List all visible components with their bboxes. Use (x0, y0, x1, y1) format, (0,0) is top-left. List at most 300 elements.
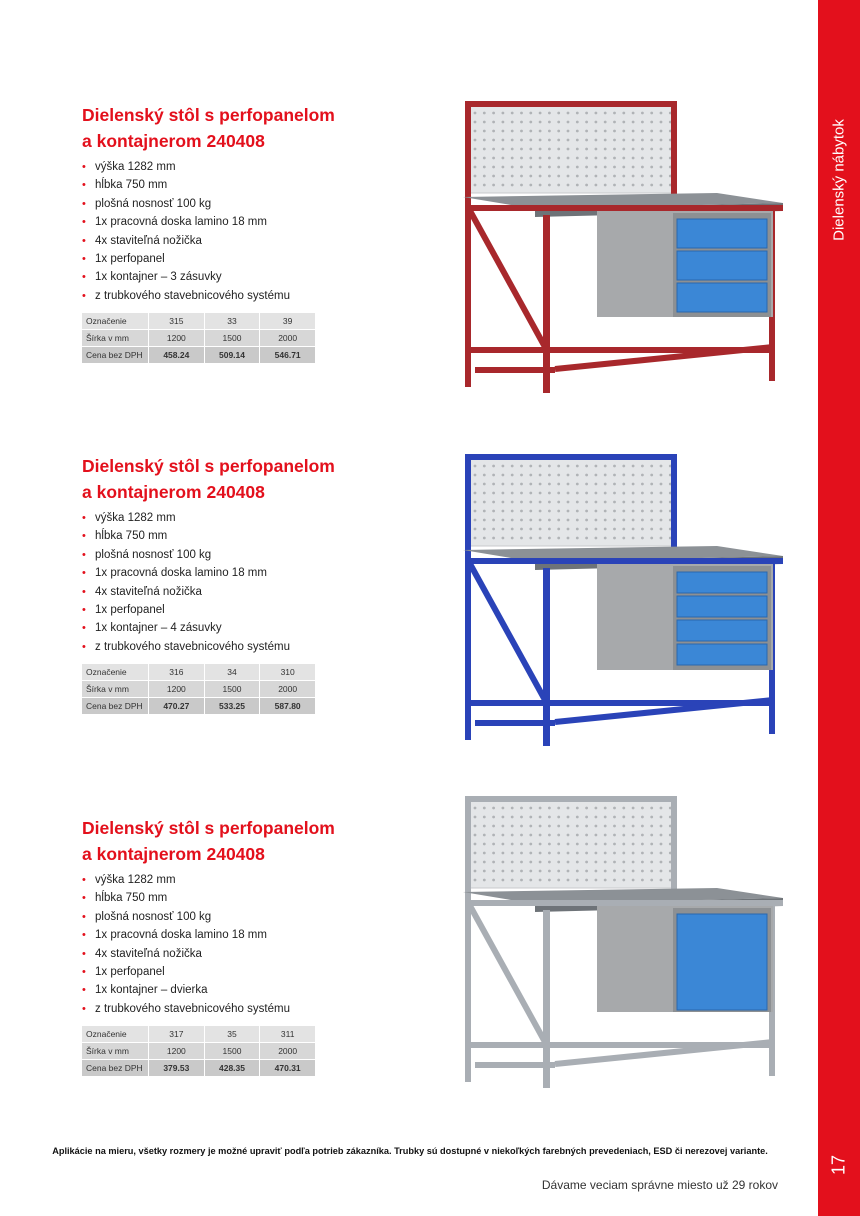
feature-item: • 4x staviteľná nožička (82, 232, 412, 250)
perfopanel-hole (567, 157, 570, 160)
perfopanel-hole (585, 843, 588, 846)
perfopanel-hole (520, 816, 523, 819)
perfopanel-hole (492, 465, 495, 468)
perfopanel-hole (483, 157, 486, 160)
perfopanel-hole (595, 861, 598, 864)
perfopanel-hole (520, 139, 523, 142)
perfopanel-hole (483, 148, 486, 151)
perfopanel-hole (604, 807, 607, 810)
perfopanel-hole (632, 510, 635, 513)
perfopanel-hole (511, 501, 514, 504)
perfopanel-hole (520, 184, 523, 187)
perfopanel-hole (613, 879, 616, 882)
feature-item: • z trubkového stavebnicového systému (82, 1000, 412, 1018)
cross-brace (469, 209, 545, 347)
perfopanel-hole (474, 501, 477, 504)
perfopanel-hole (632, 852, 635, 855)
perfopanel-hole (622, 879, 625, 882)
perfopanel-hole (595, 157, 598, 160)
perfopanel-hole (474, 879, 477, 882)
perfopanel-hole (576, 537, 579, 540)
perfopanel-hole (604, 492, 607, 495)
perfopanel-hole (567, 879, 570, 882)
perfopanel-hole (520, 157, 523, 160)
perfopanel-hole (520, 834, 523, 837)
front-left-leg (543, 568, 550, 746)
perfopanel-hole (483, 130, 486, 133)
table-row: Označenie 315 33 39 (82, 313, 316, 330)
perfopanel-hole (474, 834, 477, 837)
perfopanel-hole (622, 166, 625, 169)
spec-table (82, 664, 316, 715)
perfopanel-hole (529, 537, 532, 540)
perfopanel-hole (483, 175, 486, 178)
perfopanel-hole (474, 852, 477, 855)
perfopanel-hole (567, 121, 570, 124)
perfopanel-hole (520, 807, 523, 810)
table-row: Označenie 316 34 310 (82, 664, 316, 681)
feature-item: • 1x kontajner – dvierka (82, 981, 412, 999)
perfopanel-hole (595, 465, 598, 468)
perfopanel-hole (632, 528, 635, 531)
perfopanel-hole (539, 112, 542, 115)
perfopanel-hole (492, 816, 495, 819)
perfopanel-hole (660, 166, 663, 169)
perfopanel-hole (632, 184, 635, 187)
perfopanel-hole (650, 121, 653, 124)
workbench-image-grey (455, 792, 785, 1092)
perfopanel-hole (529, 474, 532, 477)
perfopanel-hole (567, 501, 570, 504)
perfopanel-hole (502, 465, 505, 468)
perfopanel-hole (604, 501, 607, 504)
perfopanel-hole (641, 492, 644, 495)
perfopanel-hole (502, 852, 505, 855)
perfopanel-hole (529, 492, 532, 495)
perfopanel-hole (474, 483, 477, 486)
perfopanel-hole (604, 175, 607, 178)
perfopanel-hole (511, 852, 514, 855)
perfopanel-hole (576, 121, 579, 124)
perfopanel-hole (557, 816, 560, 819)
perfopanel-hole (595, 870, 598, 873)
perfopanel-hole (511, 843, 514, 846)
perfopanel-hole (622, 157, 625, 160)
feature-item: • z trubkového stavebnicového systému (82, 638, 412, 656)
perfopanel-hole (520, 843, 523, 846)
perfopanel-hole (641, 474, 644, 477)
perfopanel-hole (474, 843, 477, 846)
perfopanel-hole (641, 166, 644, 169)
perfopanel-hole (576, 519, 579, 522)
perfopanel-hole (650, 843, 653, 846)
perfopanel-hole (595, 130, 598, 133)
perfopanel-hole (502, 537, 505, 540)
perfopanel-hole (576, 166, 579, 169)
perfopanel-hole (539, 519, 542, 522)
perfopanel-hole (529, 870, 532, 873)
perfopanel-hole (529, 834, 532, 837)
perfopanel-hole (650, 825, 653, 828)
perfopanel-hole (548, 528, 551, 531)
perfopanel-hole (641, 148, 644, 151)
perfopanel-hole (613, 465, 616, 468)
perfopanel-hole (539, 166, 542, 169)
perfopanel-hole (660, 834, 663, 837)
perfopanel-hole (595, 166, 598, 169)
feature-item: • 1x perfopanel (82, 250, 412, 268)
perfopanel-hole (492, 157, 495, 160)
perfopanel-hole (492, 852, 495, 855)
perfopanel-hole (641, 807, 644, 810)
perfopanel-hole (557, 483, 560, 486)
feature-item: • 1x pracovná doska lamino 18 mm (82, 564, 412, 582)
right-rear-post (671, 454, 677, 550)
perfopanel-hole (483, 816, 486, 819)
perfopanel-hole (548, 492, 551, 495)
perfopanel-hole (585, 121, 588, 124)
perfopanel-hole (604, 184, 607, 187)
perfopanel-hole (548, 537, 551, 540)
feature-item: • 1x pracovná doska lamino 18 mm (82, 926, 412, 944)
perfopanel-hole (502, 492, 505, 495)
perfopanel-hole (604, 816, 607, 819)
perfopanel-hole (502, 825, 505, 828)
perfopanel-hole (529, 879, 532, 882)
perfopanel-hole (660, 492, 663, 495)
perfopanel-hole (641, 537, 644, 540)
feature-item: • výška 1282 mm (82, 509, 412, 527)
perfopanel-hole (641, 130, 644, 133)
perfopanel-hole (483, 166, 486, 169)
perfopanel-hole (650, 537, 653, 540)
perfopanel-hole (595, 816, 598, 819)
perfopanel-hole (474, 148, 477, 151)
perfopanel-hole (502, 175, 505, 178)
perfopanel-hole (539, 870, 542, 873)
perfopanel-hole (539, 492, 542, 495)
perfopanel-hole (474, 870, 477, 873)
perfopanel-hole (511, 879, 514, 882)
perfopanel-hole (539, 139, 542, 142)
perfopanel-hole (539, 807, 542, 810)
perfopanel-hole (604, 528, 607, 531)
perfopanel-hole (595, 528, 598, 531)
perfopanel-hole (622, 112, 625, 115)
perfopanel-hole (650, 175, 653, 178)
perfopanel-hole (529, 519, 532, 522)
perfopanel-hole (520, 852, 523, 855)
perfopanel-hole (604, 121, 607, 124)
perfopanel-hole (567, 175, 570, 178)
perfopanel-hole (641, 834, 644, 837)
container-drawer (677, 219, 767, 248)
perfopanel-hole (604, 465, 607, 468)
footer-note: Aplikácie na mieru, všetky rozmery je možné upraviť podľa potrieb zákazníka. Trubky sú dostupné v niekoľkých farebných prevedeniach, ESD či nerezovej variante. (52, 1146, 768, 1156)
perfopanel-hole (529, 807, 532, 810)
perfopanel-hole (557, 852, 560, 855)
perfopanel-hole (660, 870, 663, 873)
perfopanel-hole (576, 501, 579, 504)
perfopanel-hole (585, 834, 588, 837)
perfopanel-hole (548, 807, 551, 810)
perfopanel-hole (483, 834, 486, 837)
perfopanel-hole (539, 121, 542, 124)
perfopanel-hole (474, 112, 477, 115)
perfopanel-hole (576, 816, 579, 819)
perfopanel-hole (492, 483, 495, 486)
perfopanel-hole (660, 184, 663, 187)
perfopanel-hole (520, 148, 523, 151)
perfopanel-hole (520, 474, 523, 477)
perfopanel-hole (548, 870, 551, 873)
perfopanel-hole (474, 139, 477, 142)
perfopanel-hole (622, 492, 625, 495)
perfopanel-hole (520, 825, 523, 828)
sidebar-title-text: Dielenský nábytok (830, 119, 848, 241)
perfopanel-hole (511, 483, 514, 486)
perfopanel-hole (502, 843, 505, 846)
perfopanel-hole (595, 474, 598, 477)
perfopanel-hole (492, 474, 495, 477)
front-left-leg (543, 910, 550, 1088)
perfopanel-hole (660, 175, 663, 178)
perfopanel-hole (632, 148, 635, 151)
left-rear-leg (465, 796, 471, 1082)
perfopanel-hole (604, 879, 607, 882)
perfopanel-hole (632, 465, 635, 468)
perfopanel-hole (502, 474, 505, 477)
perfopanel-hole (539, 148, 542, 151)
perfopanel-hole (567, 112, 570, 115)
perfopanel-hole (539, 528, 542, 531)
perfopanel-hole (660, 825, 663, 828)
perfopanel-hole (660, 501, 663, 504)
perfopanel-hole (622, 816, 625, 819)
perfopanel-hole (529, 861, 532, 864)
perfopanel-hole (502, 834, 505, 837)
perfopanel-hole (539, 537, 542, 540)
perfopanel-hole (520, 528, 523, 531)
perfopanel-hole (613, 807, 616, 810)
page-number (818, 1150, 860, 1180)
perfopanel-hole (595, 139, 598, 142)
perfopanel-hole (520, 879, 523, 882)
perfopanel-hole (483, 870, 486, 873)
perfopanel-hole (492, 861, 495, 864)
perfopanel-hole (576, 510, 579, 513)
perfopanel-hole (660, 139, 663, 142)
perfopanel-hole (622, 528, 625, 531)
perfopanel-hole (567, 465, 570, 468)
perfopanel-hole (548, 184, 551, 187)
perfopanel-hole (557, 870, 560, 873)
perfopanel-hole (502, 148, 505, 151)
perfopanel-hole (632, 807, 635, 810)
perfopanel-hole (576, 528, 579, 531)
perfopanel-hole (613, 843, 616, 846)
perfopanel-hole (511, 861, 514, 864)
perfopanel-hole (613, 537, 616, 540)
table-row: Označenie 317 35 311 (82, 1026, 316, 1043)
feature-list (82, 158, 412, 305)
perfopanel-hole (613, 483, 616, 486)
perfopanel-hole (557, 879, 560, 882)
perfopanel-hole (502, 121, 505, 124)
perfopanel-hole (613, 519, 616, 522)
perfopanel-hole (548, 879, 551, 882)
perfopanel-hole (632, 834, 635, 837)
perfopanel-hole (660, 528, 663, 531)
bottom-rail-front (475, 720, 555, 726)
perfopanel-hole (576, 157, 579, 160)
perfopanel-hole (632, 139, 635, 142)
perfopanel-hole (511, 474, 514, 477)
perfopanel-hole (529, 825, 532, 828)
perfopanel-hole (502, 157, 505, 160)
perfopanel-hole (595, 501, 598, 504)
perfopanel-hole (529, 121, 532, 124)
perfopanel-hole (502, 483, 505, 486)
perfopanel-hole (474, 157, 477, 160)
perfopanel-hole (567, 483, 570, 486)
perfopanel-hole (660, 121, 663, 124)
container-drawer (677, 644, 767, 665)
perfopanel-hole (650, 465, 653, 468)
perfopanel-hole (595, 879, 598, 882)
perfopanel-hole (511, 870, 514, 873)
feature-item: • 4x staviteľná nožička (82, 583, 412, 601)
product-title: Dielenský stôl s perfopanelom a kontajnerom 240408 (82, 818, 335, 864)
perfopanel-hole (539, 474, 542, 477)
perfopanel-hole (613, 121, 616, 124)
feature-item: • hĺbka 750 mm (82, 889, 412, 907)
perfopanel-hole (539, 816, 542, 819)
perfopanel-hole (632, 492, 635, 495)
perfopanel-hole (604, 483, 607, 486)
perfopanel-hole (539, 501, 542, 504)
perfopanel-hole (567, 130, 570, 133)
perfopanel-hole (483, 184, 486, 187)
perfopanel-hole (492, 501, 495, 504)
table-row: Cena bez DPH 379.53 428.35 470.31 (82, 1060, 316, 1077)
perfopanel-hole (622, 474, 625, 477)
perfopanel-hole (641, 861, 644, 864)
perfopanel-hole (576, 825, 579, 828)
perfopanel-hole (622, 148, 625, 151)
perfopanel-hole (511, 112, 514, 115)
perfopanel-hole (595, 852, 598, 855)
workbench-image-red (455, 97, 785, 397)
perfopanel-hole (585, 879, 588, 882)
table-row: Šírka v mm 1200 1500 2000 (82, 1043, 316, 1060)
perfopanel-hole (548, 112, 551, 115)
feature-item: • plošná nosnosť 100 kg (82, 195, 412, 213)
perfopanel-hole (595, 825, 598, 828)
perfopanel-hole (632, 501, 635, 504)
perfopanel-hole (641, 825, 644, 828)
perfopanel-hole (576, 879, 579, 882)
perfopanel-hole (557, 528, 560, 531)
perfopanel-hole (632, 121, 635, 124)
perfopanel-hole (604, 852, 607, 855)
perfopanel-hole (585, 474, 588, 477)
perfopanel-hole (520, 861, 523, 864)
perfopanel-hole (502, 816, 505, 819)
spec-table (82, 1026, 316, 1077)
perfopanel-hole (557, 148, 560, 151)
perfopanel-hole (576, 870, 579, 873)
perfopanel-hole (520, 501, 523, 504)
perfopanel-hole (576, 852, 579, 855)
perfopanel-hole (613, 184, 616, 187)
perfopanel-hole (511, 157, 514, 160)
perfopanel-hole (502, 861, 505, 864)
perfopanel-hole (567, 825, 570, 828)
perfopanel-hole (511, 510, 514, 513)
perfopanel-hole (622, 861, 625, 864)
perfopanel-hole (492, 879, 495, 882)
perfopanel-hole (474, 528, 477, 531)
perfopanel-hole (492, 870, 495, 873)
perfopanel-hole (604, 112, 607, 115)
perfopanel-hole (520, 510, 523, 513)
perfopanel-hole (595, 537, 598, 540)
perfopanel-hole (576, 843, 579, 846)
perfopanel-hole (557, 807, 560, 810)
perfopanel-hole (585, 519, 588, 522)
perfopanel-hole (557, 139, 560, 142)
perfopanel-hole (613, 139, 616, 142)
perfopanel-hole (529, 816, 532, 819)
perfopanel-hole (483, 843, 486, 846)
perfopanel-hole (650, 807, 653, 810)
perfopanel-hole (595, 483, 598, 486)
perfopanel-hole (474, 816, 477, 819)
perfopanel-hole (502, 184, 505, 187)
perfopanel-hole (641, 121, 644, 124)
perfopanel-hole (539, 825, 542, 828)
perfopanel-hole (557, 492, 560, 495)
perfopanel-hole (585, 492, 588, 495)
perfopanel-hole (474, 861, 477, 864)
perfopanel-hole (483, 492, 486, 495)
front-rail (465, 205, 783, 211)
perfopanel-hole (548, 825, 551, 828)
perfopanel-hole (613, 175, 616, 178)
perfopanel-hole (520, 130, 523, 133)
perfopanel-hole (520, 870, 523, 873)
perfopanel-hole (502, 130, 505, 133)
perfopanel-hole (474, 474, 477, 477)
perfopanel-hole (520, 112, 523, 115)
perfopanel-hole (585, 175, 588, 178)
perfopanel-hole (539, 465, 542, 468)
perfopanel-hole (595, 492, 598, 495)
perfopanel-hole (502, 879, 505, 882)
perfopanel-hole (548, 166, 551, 169)
perfopanel-hole (595, 519, 598, 522)
perfopanel-hole (632, 157, 635, 160)
perfopanel-hole (483, 852, 486, 855)
perfopanel-hole (567, 184, 570, 187)
perfopanel-hole (511, 465, 514, 468)
perfopanel-hole (474, 130, 477, 133)
product-block-3 (82, 815, 412, 1077)
perfopanel-hole (576, 492, 579, 495)
perfopanel-hole (483, 474, 486, 477)
perfopanel-hole (641, 184, 644, 187)
